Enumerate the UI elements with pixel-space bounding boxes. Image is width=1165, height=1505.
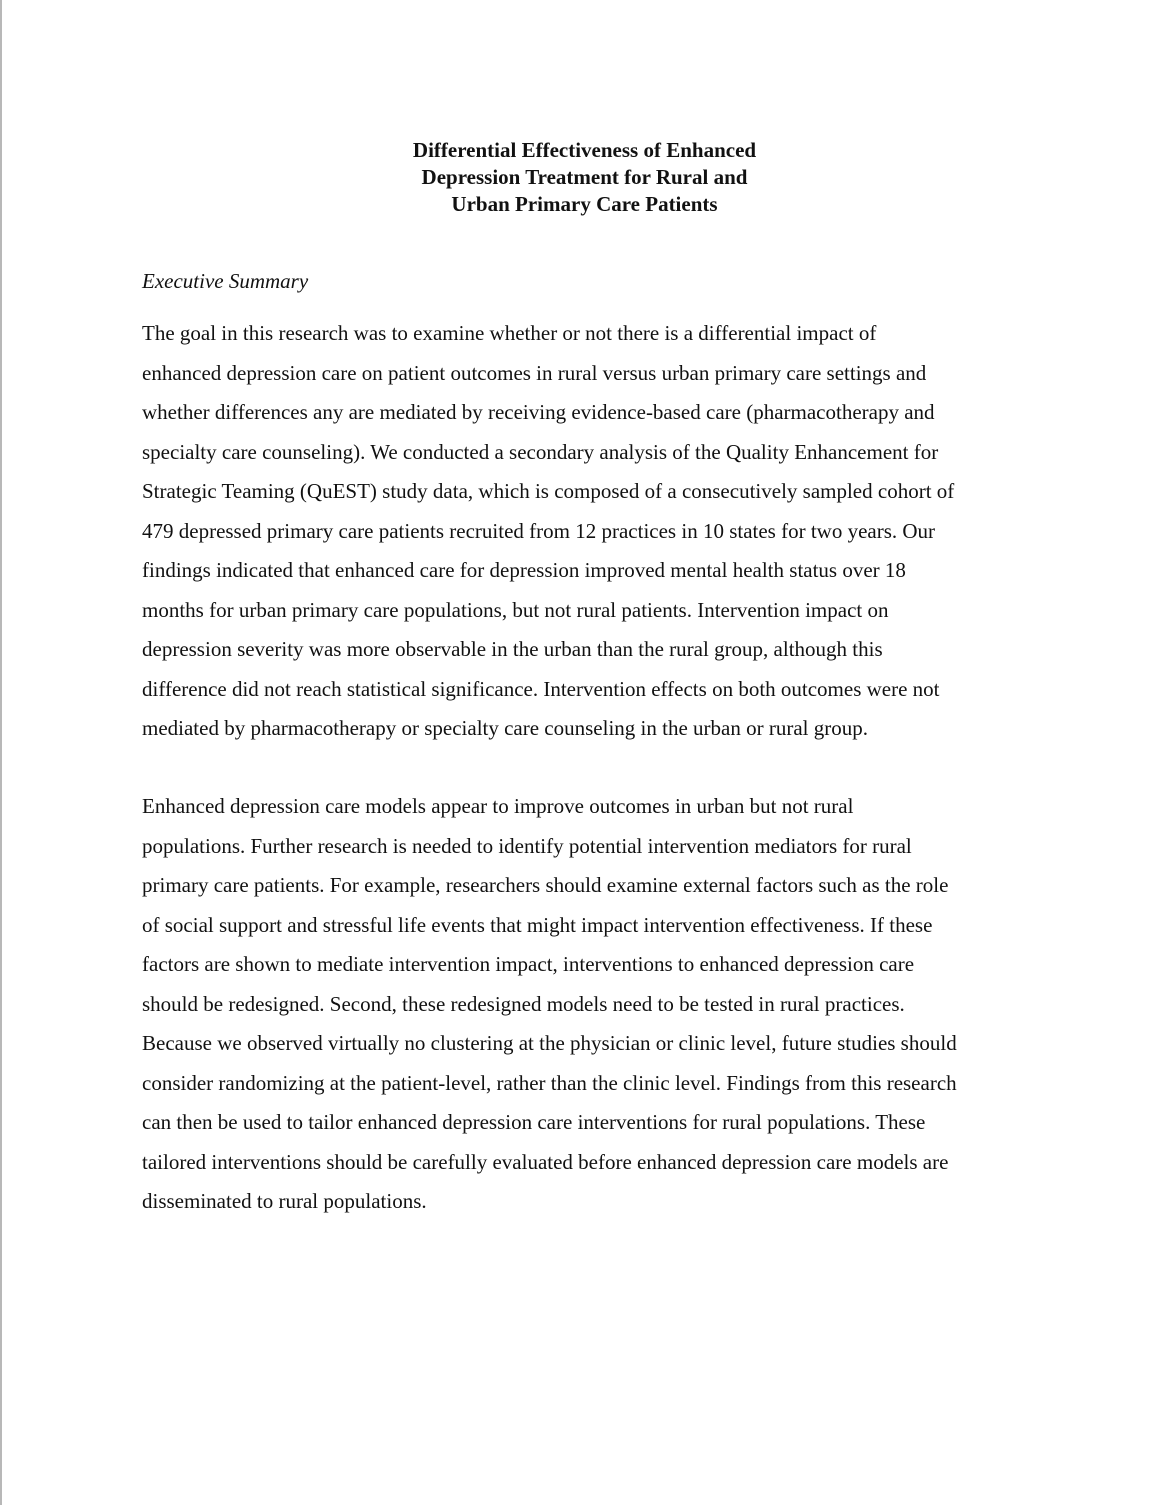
paragraph-line: tailored interventions should be carefully evaluated before enhanced depression care models are [142,1149,949,1174]
paragraph-line: Because we observed virtually no clustering at the physician or clinic level, future studies should [142,1031,957,1055]
paragraph-line: difference did not reach statistical significance. Intervention effects on both outcomes were not [142,676,940,701]
paragraph-line: depression severity was more observable in the urban than the rural group, although this [142,637,883,661]
paragraph-line: should be redesigned. Second, these redesigned models need to be tested in rural practices. [142,991,905,1016]
paragraph-line: can then be used to tailor enhanced depression care interventions for rural populations. These [142,1110,926,1134]
paragraph-line: enhanced depression care on patient outcomes in rural versus urban primary care settings and [142,360,927,385]
paragraph-2 [142,787,1037,1222]
paragraph-line: The goal in this research was to examine whether or not there is a differential impact of [142,321,877,345]
paragraph-line: Enhanced depression care models appear to improve outcomes in urban but not rural [142,794,854,818]
paragraph-line: factors are shown to mediate intervention impact, interventions to enhanced depression care [142,952,915,976]
title-line: Differential Effectiveness of Enhanced [412,138,757,162]
title-line: Depression Treatment for Rural and [421,165,748,189]
paragraph-line: findings indicated that enhanced care for depression improved mental health status over 18 [142,558,906,582]
paragraph-line: Strategic Teaming (QuEST) study data, which is composed of a consecutively sampled cohort of [142,479,955,503]
paragraph-line: specialty care counseling). We conducted a secondary analysis of the Quality Enhancement for [142,439,939,464]
paragraph-line: months for urban primary care populations, but not rural patients. Intervention impact on [142,597,889,622]
paragraph-line: of social support and stressful life events that might impact intervention effectiveness. If these [142,912,933,937]
paragraph-line: whether differences any are mediated by receiving evidence-based care (pharmacotherapy and [142,400,935,424]
paragraph-1 [142,314,1037,749]
paragraph-line: 479 depressed primary care patients recruited from 12 practices in 10 states for two years. Our [142,518,936,543]
paragraph-line: populations. Further research is needed to identify potential intervention mediators for rural [142,833,912,858]
paragraph-line: mediated by pharmacotherapy or specialty care counseling in the urban or rural group. [142,716,868,740]
title-line: Urban Primary Care Patients [451,192,718,216]
document-title [2,137,1165,218]
section-heading: Executive Summary [142,269,309,293]
paragraph-line: consider randomizing at the patient-level, rather than the clinic level. Findings from this research [142,1070,957,1095]
paragraph-line: disseminated to rural populations. [142,1189,427,1213]
paragraph-line: primary care patients. For example, researchers should examine external factors such as the role [142,873,949,897]
